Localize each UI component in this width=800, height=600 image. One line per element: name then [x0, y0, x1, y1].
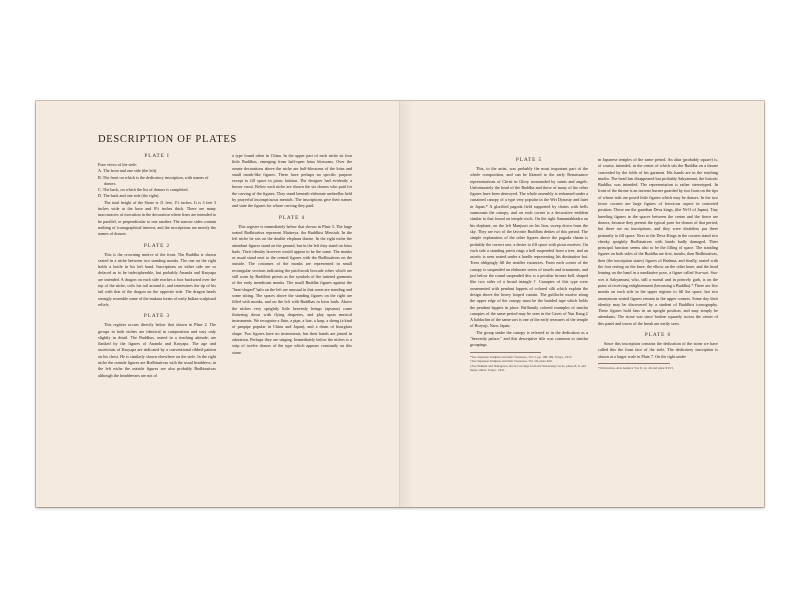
- footnote: *Oærtsomos, Arts Asiatica Vol. II, pi. 40 and plate XLVI.: [598, 365, 674, 370]
- right-column-1: [470, 157, 588, 373]
- plate-5-title: PLATE 5: [515, 157, 543, 163]
- footnote: †See Japanese Temples and their Treasures, Vol. III, plate 460.: [470, 359, 553, 364]
- plate-5-continued: in Japanese temples of the same period. An altar (probably square) is, of course, intended, in the center of which sits the Buddha on a throne concealed by the folds of his garment. His hands are in the teaching mudra. The head has disappeared but probably Sakyamuni, the historic Buddha, was intended. The representation is rather stereotyped. In front of the throne is an incense burner guarded by two lions on the tips of whose tails are posed little figures which may be donors. In the two lower corners are large figures of ferocious aspect in contorted position. These are the guardian Deva kings, (the Ni-O of Japan). Tiny kneeling figures in the spaces between the center and the fierce are donors, because they present the typical pose for donors of that period, but there are no inscriptions, and they were doubtless put there primarily to fill space. Next to the Deva Kings in the corners stand two cheeky sprightly Bodhisattvas with heads badly damaged. Their principal function seems also to be the filling of space. The standing figures on both sides of the Buddha are first, monks, then Bodhisattvas, then (the inscription states) figures of Brahma, and finally, seated with the foot resting on the knee, the elbow on the other knee, and the head leaning on the hand in a meditative pose, a figure called Ssu-wei. Ssu-wei is Sakyamuni, who, still a mortal and in princely garb, is on the point of receiving enlightenment (becoming a Buddha).* There are five monks on each side in the upper register to fill the space, but two anonymous seated figures remain in the upper corners. Some day their identity may be discovered by a student of Buddhist iconography. These figures hold fans in an upright position, and may simply be attendants. The stone was since broken squarely across the center of this panel and traces of the break are easily seen.: [598, 157, 718, 326]
- plate-3-text: This register occurs directly below that shown in Plate 2. The groups in both niches are identical in composition and vary only slightly in detail. The Buddhas, seated in a teaching attitude, are flanked by the figures of Ananda and Kasyapa. The age and asceticism of Kasyapa are indicated by a conventional ribbed pattern on his chest. He is similarly shown elsewhere on the stele. In the right niche the outside figures are Bodhisattvas with the usual headdress; in the left niche the outside figures are also probably Bodhisattvas although the headdresses are not of: [98, 322, 216, 378]
- plate-1-text: The total height of the Stone is 11 feet, 1½ inches. It is 3 feet 3 inches wide at the base and 8½ inches thick. There are many inaccuracies of execution in the decoration where lines are intended to be parallel, or perpendicular to one another. The narrow sides contain nothing of iconographical interest, and the inscriptions are merely the names of donors.: [98, 199, 216, 237]
- page-heading: DESCRIPTION OF PLATES: [98, 134, 237, 145]
- right-page: [400, 101, 764, 507]
- plate-2-text: This is the crowning motive of the front. The Buddha is shown seated in a niche between two standing monks. The one on the right holds a bottle in his left hand. Inscriptions on either side are so defaced as to be indecipherable, but probably Ananda and Kasyapa are intended. A dragon on each side reaches a foot backward over the top of the niche, coils his tail around it, and intertwines the tip of his tail with that of the dragon on the opposite side. The dragon heads strongly resemble some of the makara forms of early Indian sculptural reliefs.: [98, 251, 216, 307]
- list-item: D. The back and one side (the right).: [98, 193, 160, 199]
- book-spread: [36, 101, 764, 507]
- plate-6-text: Since this inscription contains the dedication of the stone we have called this the front face of the stele. The dedicatory inscription is shown at a larger scale in Plate 7. On the right under: [598, 341, 718, 359]
- list-item: C. The back, on which the list of donors is completed.: [98, 187, 189, 193]
- footnote: *See Japanese Temples and their Treasures, Vol. I, pp. 108-109, Tokyo, 1910.: [470, 354, 573, 359]
- plate-1-intro: Four views of the stele:: [98, 162, 138, 167]
- plate-5-text: This, to the artist, was probably the most important part of the whole composition, and can be likened to the early Renaissance representations of Christ in Glory surrounded by saints and angels. Unfortunately the head of the Buddha and those of many of the other figures have been destroyed. The whole assembly is enframed under a curtained canopy of a type very popular in the Wei Dynasty and later in Japan.* A glorified pagoda field supported by chains with bells surmounts the canopy, and on each corner is a decorative emblem similar to that found on temple roofs. On the right Samantabhadra on his elephant, on the left Manjusri on his lion, sweep down from the sky. They are two of the favorite Buddhist deities of this period. The simple explanation of the other figures above the pagoda chains is probably the correct one, a desire to fill space with pious motives. On each side a standing priest rings a bell suspended from a tree, and an ascetic is seen seated under a hurdle representing his diminutive hut. Trees obligingly fill the smaller vacancies. From each corner of the canopy is suspended an elaborate series of tassels and ornaments, and just below the round suspended disc is a peculiar bronze bell, shaped like two sides of a broad triangle.† Canopies of this type were ornamented with pendant lappets of colored silk which explain the design above the heavy looped curtain. The guilloche motive along the upper edge of the canopy must be the braided tape which holds the pendant lappets in place. Brilliantly colored examples of similar canopies of the same period may be seen in the Caves of Yun Kang.‡ A baldachin of the same sort is one of the early treasures of the temple of Horyuji, Nara, Japan.: [470, 166, 588, 329]
- left-column-2: [232, 153, 352, 356]
- right-column-2: [598, 157, 718, 371]
- footnotes: [470, 355, 588, 373]
- plate-4-text: This register is immediately below that shown in Plate 3. The large seated Bodhisattva represent Maitreya, the Buddhist Messiah. In the left niche he sits on the double elephant throne. In the right niche the attendant figures stand on the ground, but in the left they stand on lotus buds. Their identity however would appear to be the same. The monks as usual stand next to the central figures with the Bodhisattvas on the outside. The costumes of the monks are represented in small rectangular sections indicating the patchwork brocade robes which are still worn by Buddhist priests as the symbols of the tattered garments of the early mendicant monks. The small Buddha figures against the "beat-shaped" halo on the left are unusual in that some are standing and some sitting. The spaces above the standing figures on the right are filled with monks, and on the left with Buddhas in lotus buds. Above the niches very sprightly little heavenly beings (apsaras) come fluttering down with flying draperies, and play upon musical instruments. We recognize a flute, a pipe, a lute, a harp, a sheng (a kind of panpipe popular in China and Japan), and a drum of hourglass shape. Two figures have no instruments, but their hands are joined in adoration. Perhaps they are singing. Immediately below the niches is a strip of twelve donors of the type which appears constantly on this stone.: [232, 223, 352, 355]
- left-page: [36, 101, 400, 507]
- list-item: A. The front and one side (the left).: [98, 168, 158, 174]
- list-item: B. The front on which is the dedicatory inscription, with names of donors.: [98, 174, 209, 186]
- footnote: ‡See Shinkai and Nakagawa, Rock-Carvings from the Yun-Kang Caves, plates 8, 9, and many others. Tokyo, 1921.: [470, 363, 586, 373]
- plate-3-continued: a type found often in China. In the upper part of each niche sit four little Buddhas, emerging from half-open lotus blossoms. Over the ornate decorations above the niche are half-blossoms of the lotus and small monk-like figures. These have perhaps no specific purpose except to fill space in pious fashion. The designer had evidently a horror vacui. Below each niche are shown the six donors who paid for the carving of the figures. They stand beneath elaborate umbrellas held by prayerful inconspicuous menials. The inscriptions give their names and state the figures for whose carving they paid.: [232, 153, 352, 209]
- plate-1-title: PLATE I: [144, 153, 170, 159]
- plate-3-title: PLATE 3: [143, 313, 171, 320]
- plate-6-title: PLATE 6: [644, 332, 672, 339]
- footnotes: [598, 366, 718, 371]
- plate-4-title: PLATE 4: [278, 214, 306, 221]
- plate-1-list: [98, 168, 216, 199]
- plate-5-text-2: The group under the canopy is referred to in the dedication as a "heavenly palace," and this descriptive title was common to similar groupings: [470, 329, 588, 348]
- left-column-1: [98, 153, 216, 379]
- plate-2-title: PLATE 2: [143, 242, 171, 249]
